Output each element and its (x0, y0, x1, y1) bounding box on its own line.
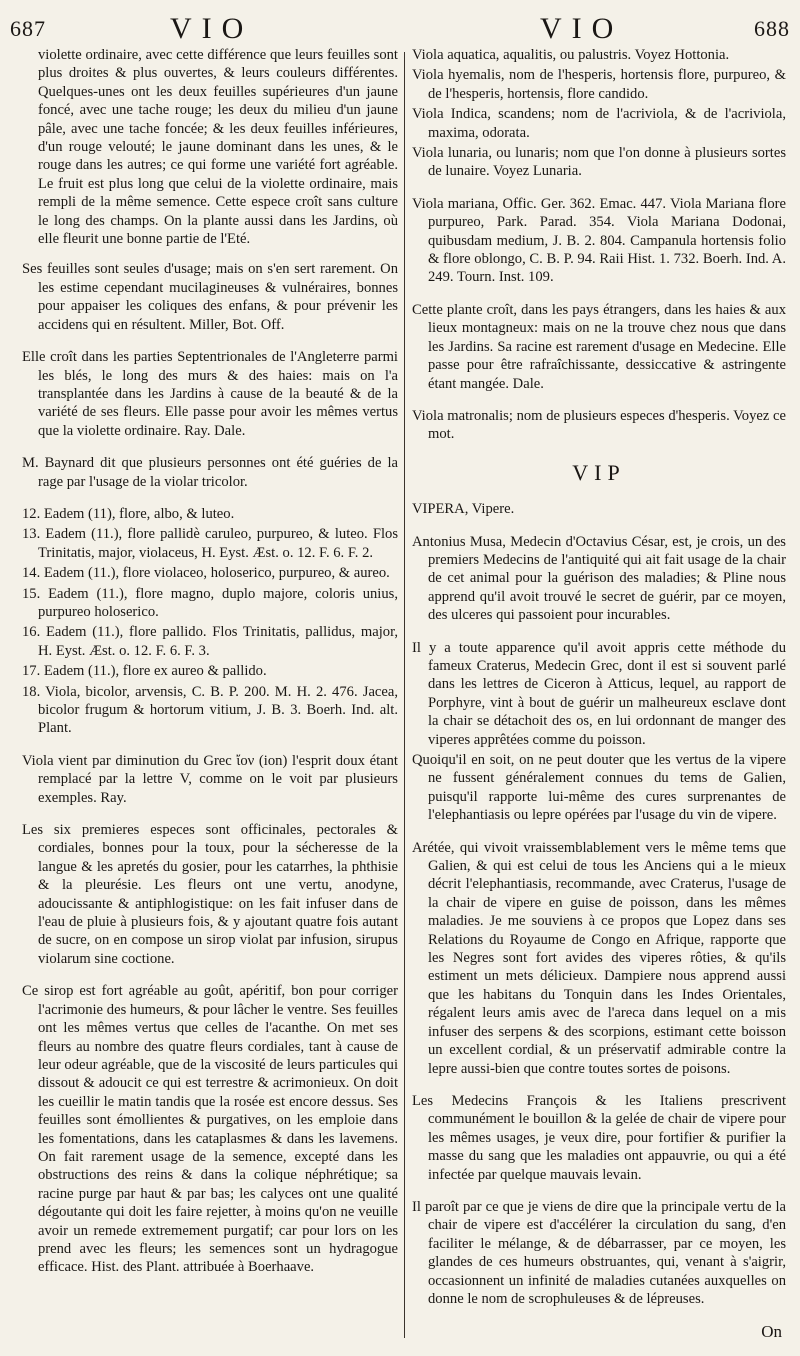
dictionary-entry: Viola aquatica, aqualitis, ou palustris. Voyez Hottonia. (412, 47, 730, 63)
left-column (22, 46, 398, 1346)
variety-entry: 13. Eadem (11.), flore pallidè caruleo, purpureo, & luteo. Flos Trinitatis, major, violaceus, H. Eyst. Æst. o. 12. F. 6. F. 2. (22, 526, 398, 561)
dictionary-entry: Viola Indica, scandens; nom de l'acriviola, & de l'acriviola, maxima, odorata. (412, 106, 786, 141)
section-heading: VIP (572, 459, 626, 485)
variety-entry: 15. Eadem (11.), flore magno, duplo majore, coloris unius, purpureo holoserico. (22, 585, 398, 620)
paragraph: Ce sirop est fort agréable au goût, apéritif, bon pour corriger l'acrimonie des humeurs, & pour lâcher le ventre. Ses feuilles ont les mêmes vertus que celles de l'acanthe. On met ses fleurs au nombre des quatre fleurs cordiales, tant à cause de leur odeur agréable, que de la viscosité de leurs particules qui dissout & adoucit ce qui est terrestre & acrimonieux. On doit les cueillir le matin tandis que la rosée est encore dessus. Ses feuilles sont émollientes & purgatives, on les emploie dans les fomentations, dans les cataplasmes & dans les lavemens. On fait rarement usage de la semence, excepté dans les obstructions des reins & dans la colique néphrétique; sa racine purge par haut & par bas; les calyces ont une qualité dégoutante qui doit les faire rejetter, à moins qu'on ne veuille avoir un remede extremement purgatif; car pour lors on les prend avec les fleurs; les semences sont un hydragogue efficace. Hist. des Plant. attribuée à Boerhaave. (22, 983, 398, 1276)
paragraph: Il y a toute apparence qu'il avoit appris cette méthode du fameux Craterus, Medecin Grec, dont il est si souvent parlé dans les lettres de Ciceron à Atticus, lequel, au rapport de Porphyre, vint à bout de guérir un malheureux esclave dont la chair se détachoit des os, en lui ordonnant de manger des viperes apprêtées comme du poisson. (412, 639, 786, 748)
dictionary-entry: Viola mariana, Offic. Ger. 362. Emac. 447. Viola Mariana flore purpureo, Park. Parad. 354. Viola Mariana Dodonai, quibusdam medium, J. B. 2. 804. Campanula hortensis folio & flore oblongo, C. B. P. 94. Raii Hist. 1. 732. Boerh. Ind. A. 249. Tourn. Inst. 109. (412, 195, 786, 286)
column-divider (404, 52, 405, 1338)
dictionary-entry: Viola lunaria, ou lunaris; nom que l'on donne à plusieurs sortes de lunaire. Voyez Lunaria. (412, 145, 786, 180)
paragraph: Viola vient par diminution du Grec ἴον (ion) l'esprit doux étant remplacé par la lettre V, comme on le voit par plusieurs exemples. Ray. (22, 752, 398, 806)
paragraph: violette ordinaire, avec cette différence que leurs feuilles sont plus droites & plus ouvertes, & leurs couleurs différentes. Quelques-unes ont les deux feuilles supérieures d'un jaune foncé, avec une tache rouge; les deux du milieu d'un jaune pâle, avec une tache foncée; & les deux feuilles inférieures, d'un rouge velouté; le jaune dominant dans les unes, & le rouge dans les autres; ce qui forme une variété fort agréable. Le fruit est plus long que celui de la violette ordinaire, mais rempli de la même semence. Cette espece croît sans culture le long des champs. On la plante aussi dans les Jardins, où elle fleurit une bonne partie de l'Eté. (38, 47, 398, 248)
left-running-head: VIO (170, 12, 254, 45)
variety-entry: 14. Eadem (11.), flore violaceo, holoserico, purpureo, & aureo. (22, 565, 390, 582)
paragraph: Ses feuilles sont seules d'usage; mais on s'en sert rarement. On les estime cependant mucilagineuses & vulnéraires, bonnes pour appaiser les coliques des enfans, & pour prévenir les accidens qui en résultent. Miller, Bot. Off. (22, 261, 398, 333)
left-page-number: 687 (10, 16, 46, 41)
paragraph: Antonius Musa, Medecin d'Octavius César, est, je crois, un des premiers Medecins de l'antiquité qui ait fait usage de la chair de cet animal pour la guérison des maladies; & Pline nous apprend qu'il avoit trouvé le secret de guérir, par ce moyen, des ulceres qui passoient pour incurables. (412, 533, 786, 624)
variety-entry: 12. Eadem (11), flore, albo, & luteo. (22, 505, 235, 522)
variety-entry: 16. Eadem (11.), flore pallido. Flos Trinitatis, pallidus, major, H. Eyst. Æst. o. 12. F. 6. F. 3. (22, 624, 398, 659)
paragraph: Il paroît par ce que je viens de dire que la principale vertu de la chair de vipere est d'accélérer la circulation du sang, d'en faciliter le mélange, & de débarrasser, par ce moyen, les glandes de ces humeurs obstruantes, qui, venant à s'aigrir, occasionnent un infinité de maladies cutanées auxquelles on donne le nom de scrophuleuses & de lépreuses. (412, 1198, 786, 1307)
right-page-number: 688 (754, 16, 790, 41)
catchword: On (761, 1322, 782, 1341)
variety-entry: 17. Eadem (11.), flore ex aureo & pallido. (22, 663, 267, 680)
paragraph: M. Baynard dit que plusieurs personnes ont été guéries de la rage par l'usage de la violar tricolor. (22, 455, 398, 490)
paragraph: Les six premieres especes sont officinales, pectorales & cordiales, bonnes pour la toux, pour la sécheresse de la langue & les apretés du gosier, pour les catarrhes, la phthisie & la pleurésie. Les fleurs ont une vertu, anodyne, adoucissante & antiphlogistique: on les fait infuser dans de l'eau de pluie à plusieurs fois, & y ajoutant quatre fois autant de sucre, on en compose un sirop violat par infusion, sirupus violarum sine coctione. (22, 822, 398, 967)
right-column (412, 46, 786, 1346)
variety-entry: 18. Viola, bicolor, arvensis, C. B. P. 200. M. H. 2. 476. Jacea, bicolor frugum & hortorum vitium, J. B. 3. Boerh. Ind. alt. Plant. (22, 683, 398, 737)
paragraph: Les Medecins François & les Italiens prescrivent communément le bouillon & la gelée de chair de vipere pour les mêmes usages, je veux dire, pour fortifier & purifier la masse du sang que les maladies ont appauvrie, ou qui a été infectée par quelque mauvais levain. (412, 1092, 786, 1183)
right-running-head: VIO (540, 12, 624, 45)
dictionary-entry: Viola matronalis; nom de plusieurs especes d'hesperis. Voyez ce mot. (412, 407, 786, 443)
dictionary-entry: Viola hyemalis, nom de l'hesperis, hortensis flore, purpureo, & de l'hesperis, hortensis, flore candido. (412, 67, 786, 102)
paragraph: Quoiqu'il en soit, on ne peut douter que les vertus de la vipere ne fussent généralement connues du tems de Galien, puisqu'il rapporte lui-même des cures surprenantes de l'elephantiasis ou lepre opérées par l'usage du vin de vipere. (412, 752, 786, 824)
paragraph: Elle croît dans les parties Septentrionales de l'Angleterre parmi les blés, le long des murs & des haies: mais on l'a transplantée dans les Jardins à cause de la beauté & de la variété de ses fleurs. Elle passe pour avoir les mêmes vertus que la violette ordinaire. Ray. Dale. (22, 349, 398, 439)
paragraph: Cette plante croît, dans les pays étrangers, dans les haies & aux lieux montagneux: mais on ne la trouve chez nous que dans les Jardins. Sa racine est rarement d'usage en Medecine. Elle passe pour être rafraîchissante, dessiccative & astringente étant mangée. Dale. (412, 301, 786, 392)
paragraph: Arétée, qui vivoit vraissemblablement vers le même tems que Galien, & qui est celui de tous les Anciens qui a le mieux décrit l'elephantiasis, recommande, avec Craterus, l'usage de la chair de vipere en guise de poisson, dans les mêmes maladies. Je me souviens à ce propos que Lopez dans ses Relations du Royaume de Congo en Afrique, rapporte que les Negres sont fort avides des viperes rôties, & qu'ils estiment un mets délicieux. Dampiere nous apprend aussi que les habitans du Tonquin dans les Indes Orientales, régalent leurs amis avec de l'areca dans lequel on a mis infuser des serpens & des scorpions, estimant cette boisson un excellent cordial, & un préservatif admirable contre la lepre aussi-bien que contre toutes sortes de poisons. (412, 839, 786, 1077)
entry-title: VIPERA, Vipere. (412, 501, 515, 518)
